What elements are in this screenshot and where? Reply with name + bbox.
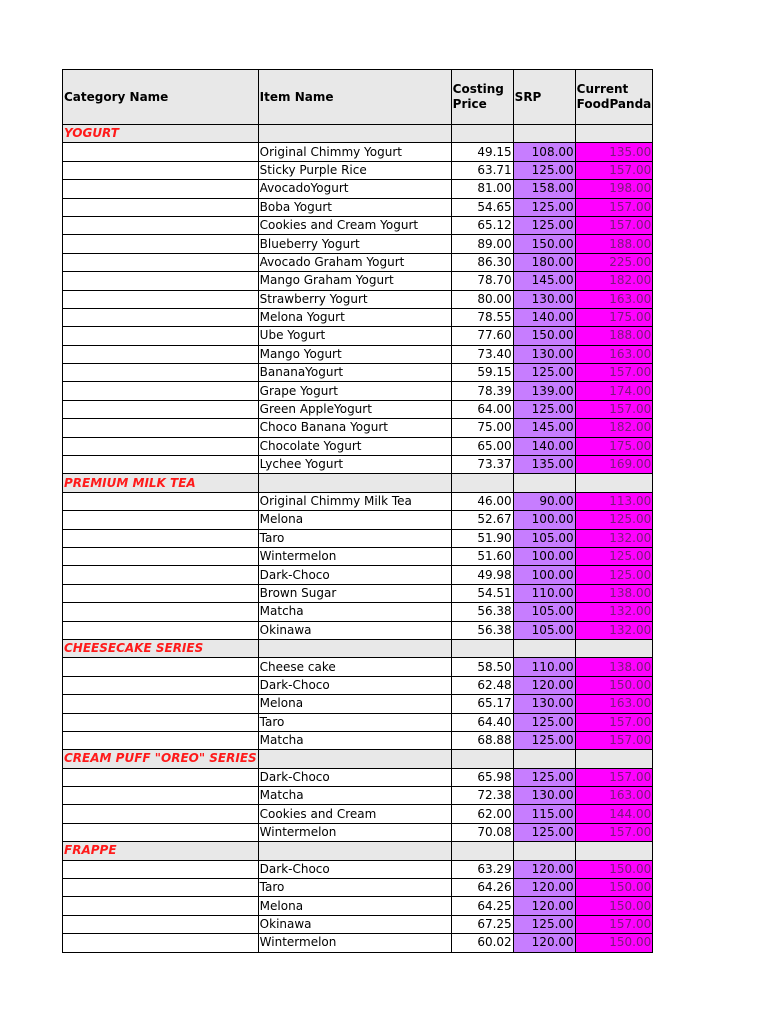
foodpanda-cell[interactable]: 138.00 xyxy=(575,658,653,676)
header-srp[interactable]: SRP xyxy=(513,70,575,125)
table-row xyxy=(63,695,653,713)
srp-cell[interactable]: 125.00 xyxy=(513,216,575,234)
category-name-cell[interactable] xyxy=(63,860,259,878)
foodpanda-cell[interactable]: 125.00 xyxy=(575,511,653,529)
table-row xyxy=(63,272,653,290)
costing-price-cell[interactable]: 78.39 xyxy=(451,382,513,400)
costing-price-cell[interactable]: 51.60 xyxy=(451,547,513,565)
srp-cell[interactable]: 135.00 xyxy=(513,456,575,474)
foodpanda-cell[interactable]: 174.00 xyxy=(575,382,653,400)
item-name-cell[interactable]: Dark-Choco xyxy=(258,676,451,694)
table-row xyxy=(63,658,653,676)
costing-price-cell[interactable]: 49.15 xyxy=(451,143,513,161)
item-name-cell[interactable]: Mango Yogurt xyxy=(258,345,451,363)
category-name-cell[interactable] xyxy=(63,290,259,308)
category-row xyxy=(63,750,653,768)
srp-cell[interactable]: 125.00 xyxy=(513,400,575,418)
category-name-cell[interactable] xyxy=(63,915,259,933)
item-name-cell[interactable]: Mango Graham Yogurt xyxy=(258,272,451,290)
table-row xyxy=(63,731,653,749)
costing-price-cell[interactable]: 65.98 xyxy=(451,768,513,786)
srp-cell[interactable] xyxy=(513,474,575,492)
srp-cell[interactable]: 130.00 xyxy=(513,345,575,363)
item-name-cell[interactable]: Original Chimmy Yogurt xyxy=(258,143,451,161)
table-row xyxy=(63,787,653,805)
table-row xyxy=(63,547,653,565)
price-table xyxy=(62,69,653,953)
foodpanda-cell[interactable]: 175.00 xyxy=(575,308,653,326)
item-name-cell[interactable]: Original Chimmy Milk Tea xyxy=(258,492,451,510)
srp-cell[interactable]: 105.00 xyxy=(513,603,575,621)
foodpanda-cell[interactable]: 175.00 xyxy=(575,437,653,455)
category-name-cell[interactable] xyxy=(63,639,259,657)
srp-cell[interactable]: 150.00 xyxy=(513,235,575,253)
foodpanda-cell[interactable]: 182.00 xyxy=(575,272,653,290)
srp-cell[interactable] xyxy=(513,125,575,143)
table-row xyxy=(63,511,653,529)
foodpanda-cell[interactable]: 225.00 xyxy=(575,253,653,271)
category-name-cell[interactable] xyxy=(63,345,259,363)
costing-price-cell[interactable]: 62.48 xyxy=(451,676,513,694)
srp-cell[interactable]: 120.00 xyxy=(513,897,575,915)
costing-price-cell[interactable]: 65.00 xyxy=(451,437,513,455)
costing-price-cell[interactable]: 64.40 xyxy=(451,713,513,731)
table-row xyxy=(63,492,653,510)
costing-price-cell[interactable]: 52.67 xyxy=(451,511,513,529)
costing-price-cell[interactable]: 81.00 xyxy=(451,180,513,198)
table-row xyxy=(63,621,653,639)
srp-cell[interactable]: 130.00 xyxy=(513,290,575,308)
category-name-cell[interactable] xyxy=(63,180,259,198)
table-row xyxy=(63,805,653,823)
item-name-cell[interactable]: Ube Yogurt xyxy=(258,327,451,345)
srp-cell[interactable]: 139.00 xyxy=(513,382,575,400)
foodpanda-cell[interactable]: 157.00 xyxy=(575,400,653,418)
category-name-cell[interactable] xyxy=(63,603,259,621)
item-name-cell[interactable]: Green AppleYogurt xyxy=(258,400,451,418)
category-name-cell[interactable] xyxy=(63,382,259,400)
srp-cell[interactable]: 110.00 xyxy=(513,658,575,676)
category-name-cell[interactable] xyxy=(63,658,259,676)
category-label: YOGURT xyxy=(64,126,119,141)
item-name-cell[interactable]: AvocadoYogurt xyxy=(258,180,451,198)
category-name-cell[interactable] xyxy=(63,456,259,474)
costing-price-cell[interactable]: 72.38 xyxy=(451,787,513,805)
srp-cell[interactable]: 120.00 xyxy=(513,879,575,897)
table-row xyxy=(63,897,653,915)
item-name-cell[interactable]: Okinawa xyxy=(258,915,451,933)
foodpanda-cell[interactable]: 163.00 xyxy=(575,787,653,805)
costing-price-cell[interactable]: 46.00 xyxy=(451,492,513,510)
category-name-cell[interactable] xyxy=(63,584,259,602)
category-name-cell[interactable] xyxy=(63,787,259,805)
table-row xyxy=(63,915,653,933)
category-name-cell[interactable] xyxy=(63,125,259,143)
category-label: CREAM PUFF "OREO" SERIES xyxy=(64,751,257,766)
category-name-cell[interactable] xyxy=(63,161,259,179)
table-row xyxy=(63,584,653,602)
item-name-cell[interactable]: Dark-Choco xyxy=(258,860,451,878)
foodpanda-cell[interactable]: 150.00 xyxy=(575,676,653,694)
category-row xyxy=(63,842,653,860)
srp-cell[interactable]: 105.00 xyxy=(513,621,575,639)
category-name-cell[interactable] xyxy=(63,529,259,547)
srp-cell[interactable]: 105.00 xyxy=(513,529,575,547)
table-row xyxy=(63,456,653,474)
item-name-cell[interactable]: Lychee Yogurt xyxy=(258,456,451,474)
costing-price-cell[interactable]: 65.12 xyxy=(451,216,513,234)
foodpanda-cell[interactable]: 163.00 xyxy=(575,290,653,308)
price-sheet xyxy=(62,69,653,953)
foodpanda-cell[interactable]: 157.00 xyxy=(575,731,653,749)
item-name-cell[interactable] xyxy=(258,842,451,860)
table-row xyxy=(63,529,653,547)
foodpanda-cell[interactable] xyxy=(575,639,653,657)
foodpanda-cell[interactable]: 150.00 xyxy=(575,879,653,897)
item-name-cell[interactable]: Melona Yogurt xyxy=(258,308,451,326)
srp-cell[interactable] xyxy=(513,842,575,860)
category-name-cell[interactable] xyxy=(63,437,259,455)
category-name-cell[interactable] xyxy=(63,474,259,492)
costing-price-cell[interactable]: 63.71 xyxy=(451,161,513,179)
costing-price-cell[interactable] xyxy=(451,639,513,657)
foodpanda-cell[interactable] xyxy=(575,125,653,143)
category-name-cell[interactable] xyxy=(63,879,259,897)
category-name-cell[interactable] xyxy=(63,805,259,823)
header-row xyxy=(63,70,653,125)
costing-price-cell[interactable]: 86.30 xyxy=(451,253,513,271)
category-name-cell[interactable] xyxy=(63,143,259,161)
category-name-cell[interactable] xyxy=(63,308,259,326)
category-name-cell[interactable] xyxy=(63,731,259,749)
header-item-name[interactable]: Item Name xyxy=(258,70,451,125)
foodpanda-cell[interactable]: 188.00 xyxy=(575,235,653,253)
costing-price-cell[interactable]: 56.38 xyxy=(451,621,513,639)
header-category-name[interactable]: Category Name xyxy=(63,70,259,125)
srp-cell[interactable]: 120.00 xyxy=(513,860,575,878)
item-name-cell[interactable] xyxy=(258,125,451,143)
item-name-cell[interactable]: Matcha xyxy=(258,731,451,749)
table-row xyxy=(63,676,653,694)
category-label: FRAPPE xyxy=(64,843,117,858)
item-name-cell[interactable]: Sticky Purple Rice xyxy=(258,161,451,179)
category-name-cell[interactable] xyxy=(63,897,259,915)
item-name-cell[interactable]: Taro xyxy=(258,879,451,897)
item-name-cell[interactable]: Taro xyxy=(258,529,451,547)
item-name-cell[interactable]: Dark-Choco xyxy=(258,768,451,786)
item-name-cell[interactable]: Boba Yogurt xyxy=(258,198,451,216)
srp-cell[interactable]: 125.00 xyxy=(513,731,575,749)
srp-cell[interactable]: 125.00 xyxy=(513,198,575,216)
category-row xyxy=(63,639,653,657)
srp-cell[interactable]: 130.00 xyxy=(513,787,575,805)
category-label: PREMIUM MILK TEA xyxy=(64,475,196,490)
foodpanda-cell[interactable]: 138.00 xyxy=(575,584,653,602)
srp-cell[interactable]: 158.00 xyxy=(513,180,575,198)
srp-cell[interactable]: 130.00 xyxy=(513,695,575,713)
item-name-cell[interactable]: Strawberry Yogurt xyxy=(258,290,451,308)
item-name-cell[interactable] xyxy=(258,639,451,657)
category-name-cell[interactable] xyxy=(63,676,259,694)
item-name-cell[interactable]: BananaYogurt xyxy=(258,364,451,382)
costing-price-cell[interactable] xyxy=(451,125,513,143)
costing-price-cell[interactable]: 60.02 xyxy=(451,934,513,952)
costing-price-cell[interactable]: 78.70 xyxy=(451,272,513,290)
category-name-cell[interactable] xyxy=(63,235,259,253)
costing-price-cell[interactable]: 73.37 xyxy=(451,456,513,474)
srp-cell[interactable]: 100.00 xyxy=(513,566,575,584)
table-row xyxy=(63,566,653,584)
costing-price-cell[interactable]: 58.50 xyxy=(451,658,513,676)
costing-price-cell[interactable]: 62.00 xyxy=(451,805,513,823)
category-name-cell[interactable] xyxy=(63,823,259,841)
foodpanda-cell[interactable]: 125.00 xyxy=(575,547,653,565)
foodpanda-cell[interactable]: 132.00 xyxy=(575,621,653,639)
costing-price-cell[interactable]: 49.98 xyxy=(451,566,513,584)
item-name-cell[interactable]: Dark-Choco xyxy=(258,566,451,584)
srp-cell[interactable]: 140.00 xyxy=(513,437,575,455)
foodpanda-cell[interactable]: 182.00 xyxy=(575,419,653,437)
foodpanda-cell[interactable]: 198.00 xyxy=(575,180,653,198)
srp-cell[interactable]: 125.00 xyxy=(513,713,575,731)
foodpanda-cell[interactable] xyxy=(575,474,653,492)
srp-cell[interactable]: 145.00 xyxy=(513,419,575,437)
item-name-cell[interactable]: Melona xyxy=(258,695,451,713)
costing-price-cell[interactable]: 59.15 xyxy=(451,364,513,382)
srp-cell[interactable]: 180.00 xyxy=(513,253,575,271)
srp-cell[interactable]: 150.00 xyxy=(513,327,575,345)
costing-price-cell[interactable]: 77.60 xyxy=(451,327,513,345)
foodpanda-cell[interactable]: 157.00 xyxy=(575,915,653,933)
srp-cell[interactable]: 125.00 xyxy=(513,915,575,933)
foodpanda-cell[interactable]: 157.00 xyxy=(575,713,653,731)
table-row xyxy=(63,879,653,897)
category-name-cell[interactable] xyxy=(63,364,259,382)
item-name-cell[interactable]: Matcha xyxy=(258,603,451,621)
item-name-cell[interactable]: Cookies and Cream Yogurt xyxy=(258,216,451,234)
category-name-cell[interactable] xyxy=(63,216,259,234)
foodpanda-cell[interactable]: 157.00 xyxy=(575,768,653,786)
table-row xyxy=(63,364,653,382)
item-name-cell[interactable] xyxy=(258,474,451,492)
costing-price-cell[interactable]: 70.08 xyxy=(451,823,513,841)
price-table-body xyxy=(63,70,653,953)
item-name-cell[interactable]: Matcha xyxy=(258,787,451,805)
srp-cell[interactable] xyxy=(513,750,575,768)
foodpanda-cell[interactable]: 157.00 xyxy=(575,364,653,382)
table-row xyxy=(63,419,653,437)
category-name-cell[interactable] xyxy=(63,695,259,713)
foodpanda-cell[interactable]: 157.00 xyxy=(575,823,653,841)
srp-cell[interactable] xyxy=(513,639,575,657)
costing-price-cell[interactable]: 65.17 xyxy=(451,695,513,713)
item-name-cell[interactable]: Cheese cake xyxy=(258,658,451,676)
table-row xyxy=(63,768,653,786)
costing-price-cell[interactable] xyxy=(451,750,513,768)
item-name-cell[interactable]: Melona xyxy=(258,511,451,529)
category-name-cell[interactable] xyxy=(63,198,259,216)
foodpanda-cell[interactable]: 132.00 xyxy=(575,529,653,547)
item-name-cell[interactable]: Taro xyxy=(258,713,451,731)
foodpanda-cell[interactable]: 150.00 xyxy=(575,860,653,878)
table-row xyxy=(63,161,653,179)
table-row xyxy=(63,382,653,400)
table-row xyxy=(63,290,653,308)
category-name-cell[interactable] xyxy=(63,419,259,437)
category-name-cell[interactable] xyxy=(63,547,259,565)
table-row xyxy=(63,180,653,198)
costing-price-cell[interactable]: 67.25 xyxy=(451,915,513,933)
srp-cell[interactable]: 125.00 xyxy=(513,364,575,382)
srp-cell[interactable]: 110.00 xyxy=(513,584,575,602)
category-name-cell[interactable] xyxy=(63,566,259,584)
category-name-cell[interactable] xyxy=(63,327,259,345)
table-row xyxy=(63,253,653,271)
costing-price-cell[interactable]: 80.00 xyxy=(451,290,513,308)
table-row xyxy=(63,603,653,621)
costing-price-cell[interactable]: 75.00 xyxy=(451,419,513,437)
costing-price-cell[interactable] xyxy=(451,474,513,492)
item-name-cell[interactable]: Avocado Graham Yogurt xyxy=(258,253,451,271)
table-row xyxy=(63,308,653,326)
item-name-cell[interactable]: Melona xyxy=(258,897,451,915)
srp-cell[interactable]: 145.00 xyxy=(513,272,575,290)
table-row xyxy=(63,216,653,234)
costing-price-cell[interactable]: 78.55 xyxy=(451,308,513,326)
category-name-cell[interactable] xyxy=(63,400,259,418)
foodpanda-cell[interactable]: 157.00 xyxy=(575,198,653,216)
header-costing-price[interactable]: Costing Price xyxy=(451,70,513,125)
category-row xyxy=(63,474,653,492)
foodpanda-cell[interactable]: 125.00 xyxy=(575,566,653,584)
foodpanda-cell[interactable]: 144.00 xyxy=(575,805,653,823)
costing-price-cell[interactable]: 51.90 xyxy=(451,529,513,547)
item-name-cell[interactable]: Cookies and Cream xyxy=(258,805,451,823)
category-label: CHEESECAKE SERIES xyxy=(64,641,204,656)
foodpanda-cell[interactable]: 150.00 xyxy=(575,897,653,915)
table-row xyxy=(63,327,653,345)
category-name-cell[interactable] xyxy=(63,492,259,510)
costing-price-cell[interactable]: 89.00 xyxy=(451,235,513,253)
srp-cell[interactable]: 120.00 xyxy=(513,676,575,694)
category-name-cell[interactable] xyxy=(63,750,259,768)
table-row xyxy=(63,400,653,418)
costing-price-cell[interactable]: 64.00 xyxy=(451,400,513,418)
item-name-cell[interactable]: Wintermelon xyxy=(258,934,451,952)
srp-cell[interactable]: 100.00 xyxy=(513,547,575,565)
foodpanda-cell[interactable]: 163.00 xyxy=(575,695,653,713)
srp-cell[interactable]: 125.00 xyxy=(513,823,575,841)
costing-price-cell[interactable]: 63.29 xyxy=(451,860,513,878)
costing-price-cell[interactable]: 68.88 xyxy=(451,731,513,749)
srp-cell[interactable]: 120.00 xyxy=(513,934,575,952)
foodpanda-cell[interactable]: 157.00 xyxy=(575,161,653,179)
item-name-cell[interactable]: Brown Sugar xyxy=(258,584,451,602)
category-name-cell[interactable] xyxy=(63,713,259,731)
foodpanda-cell[interactable]: 169.00 xyxy=(575,456,653,474)
item-name-cell[interactable]: Wintermelon xyxy=(258,823,451,841)
srp-cell[interactable]: 108.00 xyxy=(513,143,575,161)
category-name-cell[interactable] xyxy=(63,934,259,952)
foodpanda-cell[interactable]: 188.00 xyxy=(575,327,653,345)
item-name-cell[interactable] xyxy=(258,750,451,768)
table-row xyxy=(63,345,653,363)
costing-price-cell[interactable]: 64.26 xyxy=(451,879,513,897)
table-row xyxy=(63,235,653,253)
foodpanda-cell[interactable]: 113.00 xyxy=(575,492,653,510)
header-current-foodpanda[interactable]: Current FoodPanda xyxy=(575,70,653,125)
category-name-cell[interactable] xyxy=(63,842,259,860)
srp-cell[interactable]: 140.00 xyxy=(513,308,575,326)
costing-price-cell[interactable]: 64.25 xyxy=(451,897,513,915)
costing-price-cell[interactable]: 56.38 xyxy=(451,603,513,621)
item-name-cell[interactable]: Wintermelon xyxy=(258,547,451,565)
table-row xyxy=(63,437,653,455)
foodpanda-cell[interactable]: 150.00 xyxy=(575,934,653,952)
item-name-cell[interactable]: Blueberry Yogurt xyxy=(258,235,451,253)
foodpanda-cell[interactable] xyxy=(575,842,653,860)
foodpanda-cell[interactable]: 163.00 xyxy=(575,345,653,363)
category-name-cell[interactable] xyxy=(63,253,259,271)
category-row xyxy=(63,125,653,143)
category-name-cell[interactable] xyxy=(63,272,259,290)
srp-cell[interactable]: 90.00 xyxy=(513,492,575,510)
costing-price-cell[interactable] xyxy=(451,842,513,860)
table-row xyxy=(63,823,653,841)
foodpanda-cell[interactable] xyxy=(575,750,653,768)
item-name-cell[interactable]: Choco Banana Yogurt xyxy=(258,419,451,437)
category-name-cell[interactable] xyxy=(63,511,259,529)
foodpanda-cell[interactable]: 157.00 xyxy=(575,216,653,234)
table-row xyxy=(63,713,653,731)
category-name-cell[interactable] xyxy=(63,621,259,639)
costing-price-cell[interactable]: 54.65 xyxy=(451,198,513,216)
srp-cell[interactable]: 125.00 xyxy=(513,161,575,179)
table-row xyxy=(63,198,653,216)
foodpanda-cell[interactable]: 135.00 xyxy=(575,143,653,161)
srp-cell[interactable]: 100.00 xyxy=(513,511,575,529)
item-name-cell[interactable]: Chocolate Yogurt xyxy=(258,437,451,455)
costing-price-cell[interactable]: 54.51 xyxy=(451,584,513,602)
table-row xyxy=(63,860,653,878)
table-row xyxy=(63,143,653,161)
table-row xyxy=(63,934,653,952)
srp-cell[interactable]: 125.00 xyxy=(513,768,575,786)
foodpanda-cell[interactable]: 132.00 xyxy=(575,603,653,621)
costing-price-cell[interactable]: 73.40 xyxy=(451,345,513,363)
category-name-cell[interactable] xyxy=(63,768,259,786)
item-name-cell[interactable]: Grape Yogurt xyxy=(258,382,451,400)
srp-cell[interactable]: 115.00 xyxy=(513,805,575,823)
item-name-cell[interactable]: Okinawa xyxy=(258,621,451,639)
